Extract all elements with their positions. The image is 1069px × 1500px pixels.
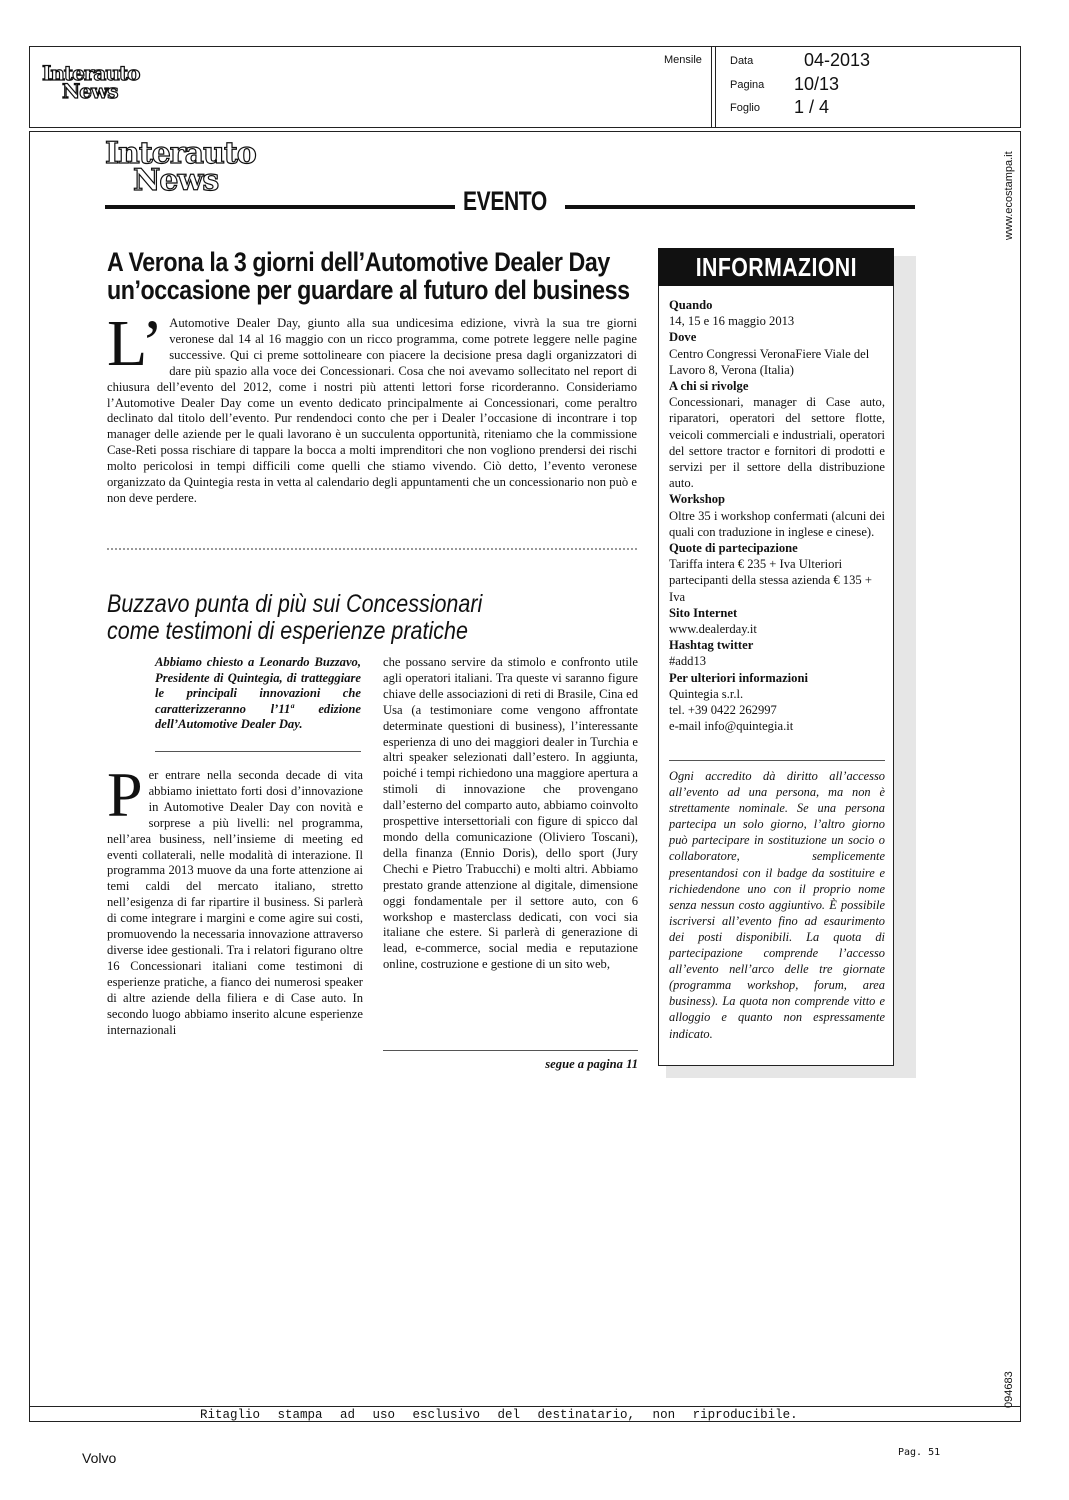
- code-vertical: 094683: [1003, 1371, 1015, 1408]
- page-number: Pag. 51: [898, 1447, 941, 1458]
- magazine-logo-line2: News: [133, 163, 219, 198]
- info-hashtag-text: #add13: [669, 654, 707, 669]
- article1-dropcap: L’: [107, 307, 164, 380]
- sheet-value: 1 / 4: [794, 97, 830, 117]
- intro-rule: [155, 751, 361, 752]
- logo-line2: News: [62, 79, 118, 103]
- header-box: [29, 46, 1021, 128]
- info-note: Ogni accredito dà diritto all’accesso all’evento ad una persona, ma non è strettamente nominale. Se una persona partecipa un solo giorno, l’altro giorno può partecipare in sostituzione un socio o collaboratore, semplicemente presentandosi con il badge da sostituire e richiedendone uno con il proprio nome senza nessun costo aggiuntivo. È possibile iscriversi all’evento fino ad esaurimento dei posti disponibili. La quota di partecipazione comprende l’accesso all’evento nell’arco delle tre giornate (programma workshop, forum, area business). La quota non comprende vitto e alloggio e quanto non espressamente indicato.: [669, 769, 885, 1041]
- info-workshop-label: Workshop: [669, 492, 725, 507]
- article2-intro: Abbiamo chiesto a Leonardo Buzzavo, Presidente di Quintegia, di tratteggiare le principali innovazioni che caratterizzeranno l’11ª edizione dell’Automotive Dealer Day.: [155, 655, 361, 732]
- info-note-rule: [669, 760, 885, 761]
- copyright-notice: Ritaglio stampa ad uso esclusivo del destinatario, non riproducibile.: [200, 1408, 798, 1422]
- article1-text: Automotive Dealer Day, giunto alla sua undicesima edizione, vivrà la sua tre giorni veronese dal 14 al 16 maggio con un ricco programma, come potrete leggere nelle pagine successive. Qui ci preme sottolineare con piacere la decisione presa dagli organizzatori di dare più spazio alla voce dei Concessionari. Cosa che noi avevamo sollecitato nel report di chiusura dell’evento del 2012, come i nostri più attenti lettori forse ricorderanno. Consideriamo l’Automotive Dealer Day come un evento dedicato principalmente ai Concessionari, come peraltro declinato dal titolo dell’evento. Pur rendendoci conto che per i Dealer l’occasione di incontrare i top manager delle aziende per le quali lavorano è un succulenta opportunità, riteniamo che la commissione Case-Reti possa rischiare di tappare la bocca a molti imprenditori che non vogliono prendersi dei rischi molto pericolosi in tempi difficili come quelli che stiamo vivendo. Ciò detto, l’evento veronese organizzato da Quintegia resta in vetta al calendario degli appuntamenti che un concessionario non può e non deve perdere.: [107, 316, 637, 505]
- website-vertical: www.ecostampa.it: [1003, 151, 1015, 240]
- info-title-text: INFORMAZIONI: [695, 252, 857, 282]
- date-value: 04-2013: [804, 50, 871, 70]
- section-rule-right: [565, 205, 915, 209]
- frequency-label: Mensile: [664, 54, 702, 66]
- continued-rule: [383, 1050, 638, 1051]
- info-contact-company: Quintegia s.r.l.: [669, 686, 744, 701]
- info-fees-label: Quote di partecipazione: [669, 541, 798, 556]
- article2-dropcap: P: [107, 759, 143, 830]
- info-website-label: Sito Internet: [669, 605, 738, 620]
- footer-divider: [29, 1406, 1021, 1407]
- info-contact-phone: tel. +39 0422 262997: [669, 703, 777, 718]
- info-contact-email[interactable]: e-mail info@quintegia.it: [669, 719, 794, 734]
- info-hashtag-label: Hashtag twitter: [669, 638, 754, 653]
- header-logo: [42, 61, 140, 103]
- info-details: [669, 297, 885, 734]
- article2-col1-text: er entrare nella seconda decade di vita abbiamo iniettato forti dosi d’innovazione in Automotive Dealer Day con novità e sorprese a più livelli: nel programma, nell’area business, nell’insieme di meeting ed eventi collaterali, nelle modalità di interazione. Il programma 2013 muove da una forte attenzione ai temi caldi del mercato italiano, stretto nell’esigenza di far ripartire il business. Si parlerà di come integrare i margini e come agire sui costi, promuovendo la necessaria innovazione attraverso diverse idee gestionali. Tra i relatori figurano oltre 16 Concessionari italiani come testimoni di esperienze pratiche, a fianco dei numerosi speaker di altre aziende della filiera e di Case auto. In secondo luogo abbiamo inserito alcune esperienze internazionali: [107, 768, 363, 1037]
- article1-headline: [107, 248, 630, 304]
- info-title: [658, 248, 894, 286]
- info-when-label: Quando: [669, 298, 713, 312]
- continued-note: segue a pagina 11: [545, 1057, 638, 1071]
- article2-col1: [107, 759, 363, 1038]
- article1-headline-line2: un’occasione per guardare al futuro del business: [107, 275, 630, 305]
- info-contact-label: Per ulteriori informazioni: [669, 670, 808, 685]
- info-when-text: 14, 15 e 16 maggio 2013: [669, 314, 795, 329]
- date-label: Data: [730, 55, 754, 67]
- sheet-label: Foglio: [730, 102, 760, 114]
- article2-headline-line1: Buzzavo punta di più sui Concessionari: [107, 590, 483, 618]
- info-fees-text: Tariffa intera € 235 + Iva Ulteriori partecipanti della stessa azienda € 135 + Iva: [669, 557, 872, 604]
- info-workshop-text: Oltre 35 i workshop confermati (alcuni dei quali con traduzione in inglese e cinese).: [669, 508, 885, 539]
- page-value: 10/13: [794, 74, 840, 94]
- section-title: EVENTO: [463, 186, 547, 216]
- info-audience-label: A chi si rivolge: [669, 379, 749, 394]
- info-where-label: Dove: [669, 330, 697, 345]
- magazine-logo: [105, 136, 256, 198]
- page-label: Pagina: [730, 79, 765, 91]
- logo-line1: Interauto: [42, 61, 140, 85]
- header-divider: [711, 46, 716, 128]
- client-name: Volvo: [82, 1450, 117, 1466]
- article1-body: [107, 307, 637, 507]
- info-audience-text: Concessionari, manager di Case auto, riparatori, operatori del settore flotte, veicoli commerciali e industriali, operatori del settore tractor e fornitori di prodotti e servizi per il settore della distribuzione auto.: [669, 395, 885, 491]
- info-website-link[interactable]: www.dealerday.it: [669, 622, 757, 637]
- article2-headline: [107, 591, 482, 645]
- article1-headline-line1: A Verona la 3 giorni dell’Automotive Dealer Day: [107, 247, 610, 277]
- info-where-text: Centro Congressi VeronaFiere Viale del Lavoro 8, Verona (Italia): [669, 346, 870, 377]
- article-separator: [107, 548, 637, 550]
- section-rule-left: [105, 205, 455, 209]
- article2-col2: che possano servire da stimolo e confronto utile agli operatori italiani. Tra queste vi saranno figure chiave delle associazioni di reti di Brasile, Cina ed Usa (a testimoniare come vengono affrontate determinate questioni di business), l’interessante esperienza di uno dei maggiori dealer in Turchia e altri speaker selezionati dall’estero. In aggiunta, poiché i tempi richiedono una maggiore apertura a stimoli di innovazione che provengano dall’esterno del comparto auto, abbiamo coinvolto prospettive intersettoriali con figure di spicco dal mondo della comunicazione (Oliviero Toscani), della finanza (Ennio Doris), dello sport (Jury Chechi e Pietro Trabucchi) e molti altri. Abbiamo prestato grande attenzione al digitale, dimensione oggi fondamentale per il settore auto, con 6 workshop e masterclass dedicati, con voci sia italiane che estere. Si parlerà di generazione di lead, e-commerce, social media e reputazione online, costruzione e gestione di un sito web,: [383, 655, 638, 972]
- article2-headline-line2: come testimoni di esperienze pratiche: [107, 617, 468, 645]
- magazine-logo-line1: Interauto: [105, 136, 256, 171]
